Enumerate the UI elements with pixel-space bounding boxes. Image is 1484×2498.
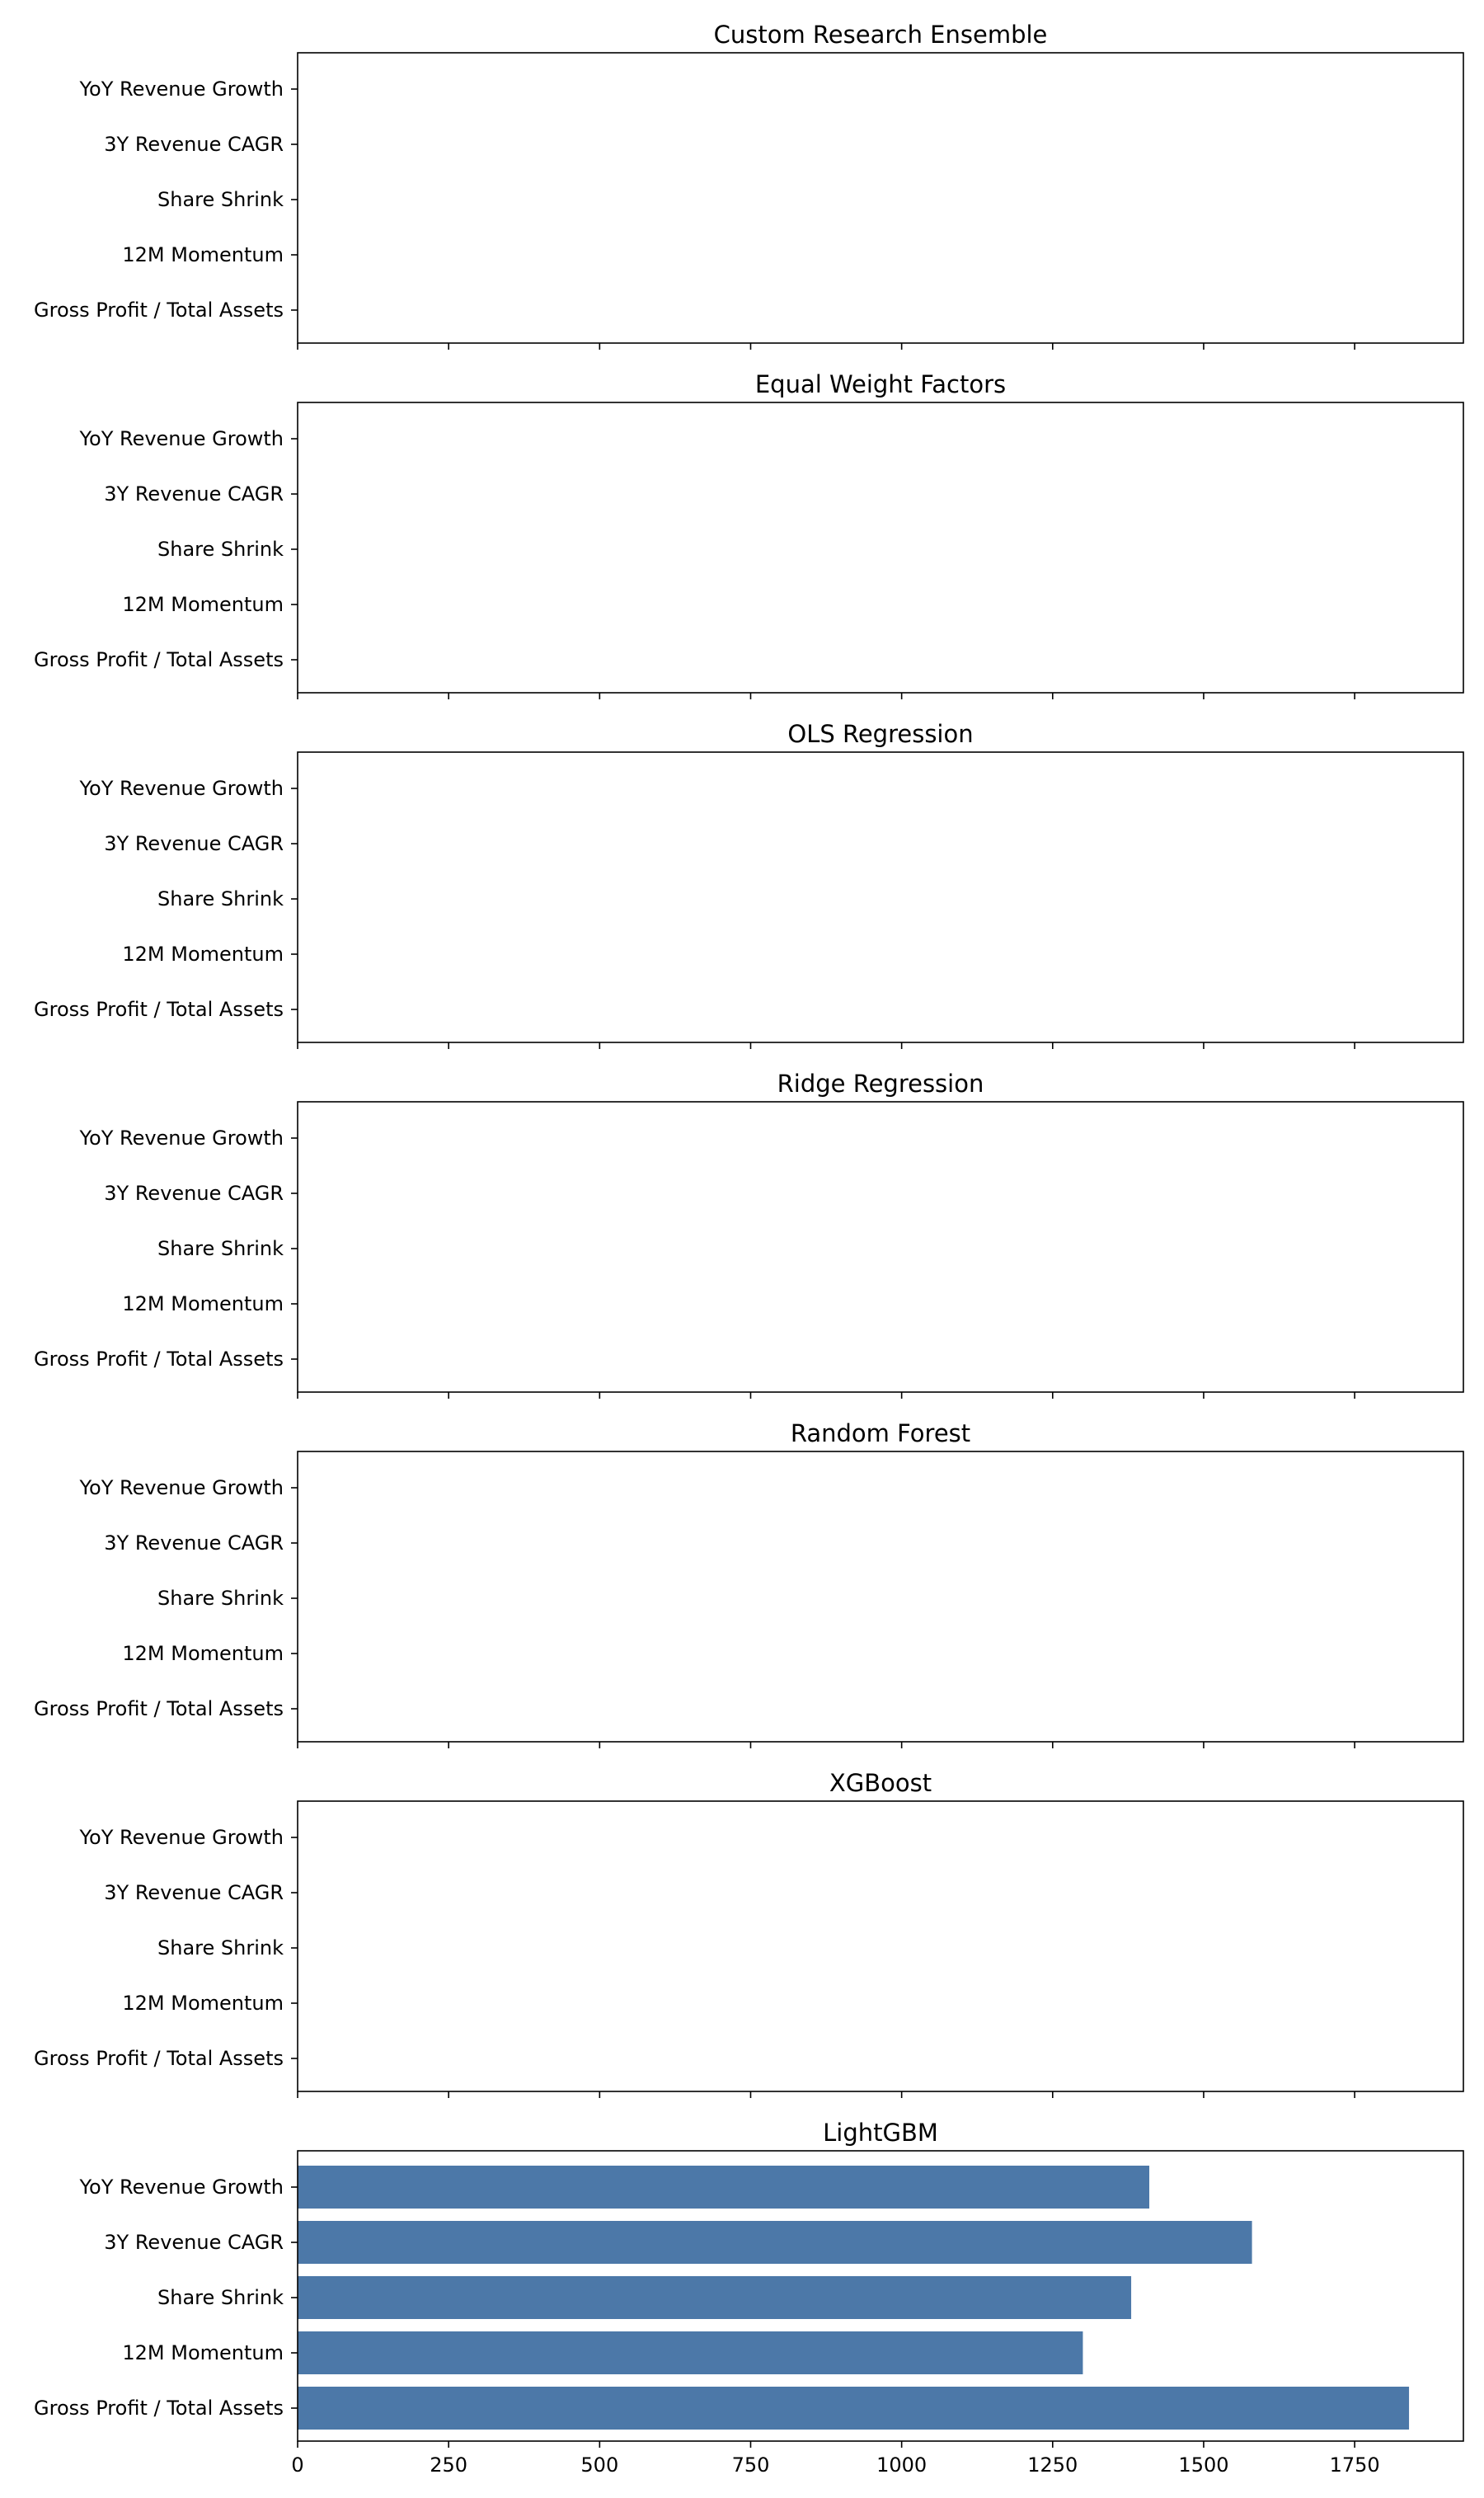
ytick-label-3-2: 3Y Revenue CAGR — [104, 832, 284, 855]
ytick-label-7-4: 12M Momentum — [122, 2341, 284, 2364]
xtick-label-5: 1000 — [876, 2453, 928, 2477]
subplot-title-1: Custom Research Ensemble — [713, 21, 1048, 49]
ytick-label-3-1: YoY Revenue Growth — [79, 777, 284, 800]
subplot-title-7: LightGBM — [823, 2119, 938, 2147]
ytick-label-4-3: Share Shrink — [157, 1237, 284, 1260]
ytick-label-3-3: Share Shrink — [157, 887, 284, 910]
xtick-label-2: 250 — [430, 2453, 468, 2477]
ytick-label-6-5: Gross Profit / Total Assets — [34, 2047, 284, 2070]
subplot-title-6: XGBoost — [829, 1769, 932, 1797]
ytick-label-4-4: 12M Momentum — [122, 1292, 284, 1315]
ytick-label-1-4: 12M Momentum — [122, 243, 284, 266]
ytick-label-6-1: YoY Revenue Growth — [79, 1826, 284, 1849]
ytick-label-6-3: Share Shrink — [157, 1936, 284, 1959]
xtick-label-3: 500 — [580, 2453, 619, 2477]
ytick-label-2-5: Gross Profit / Total Assets — [34, 648, 284, 671]
xtick-label-6: 1250 — [1027, 2453, 1078, 2477]
ytick-label-2-1: YoY Revenue Growth — [79, 427, 284, 450]
ytick-label-5-1: YoY Revenue Growth — [79, 1476, 284, 1499]
ytick-label-7-3: Share Shrink — [157, 2286, 284, 2309]
bar-7-5 — [298, 2387, 1409, 2430]
xtick-label-1: 0 — [291, 2453, 304, 2477]
ytick-label-5-5: Gross Profit / Total Assets — [34, 1697, 284, 1720]
axes-frame-3 — [298, 752, 1463, 1042]
ytick-label-5-2: 3Y Revenue CAGR — [104, 1531, 284, 1555]
subplot-title-3: OLS Regression — [787, 720, 974, 748]
ytick-label-5-4: 12M Momentum — [122, 1642, 284, 1665]
ytick-label-7-1: YoY Revenue Growth — [79, 2176, 284, 2199]
ytick-label-2-4: 12M Momentum — [122, 593, 284, 616]
bar-7-2 — [298, 2221, 1252, 2264]
ytick-label-1-1: YoY Revenue Growth — [79, 78, 284, 101]
bar-7-1 — [298, 2166, 1149, 2209]
subplot-title-2: Equal Weight Factors — [754, 370, 1007, 398]
ytick-label-5-3: Share Shrink — [157, 1587, 284, 1610]
ytick-label-6-4: 12M Momentum — [122, 1992, 284, 2015]
ytick-label-6-2: 3Y Revenue CAGR — [104, 1881, 284, 1904]
ytick-label-1-2: 3Y Revenue CAGR — [104, 133, 284, 156]
subplot-title-5: Random Forest — [790, 1419, 971, 1447]
axes-frame-6 — [298, 1801, 1463, 2091]
xtick-label-8: 1750 — [1329, 2453, 1380, 2477]
ytick-label-4-1: YoY Revenue Growth — [79, 1127, 284, 1150]
ytick-label-1-5: Gross Profit / Total Assets — [34, 299, 284, 322]
ytick-label-4-2: 3Y Revenue CAGR — [104, 1182, 284, 1205]
ytick-label-2-3: Share Shrink — [157, 538, 284, 561]
axes-frame-4 — [298, 1102, 1463, 1392]
axes-frame-1 — [298, 53, 1463, 343]
xtick-label-7: 1500 — [1178, 2453, 1229, 2477]
axes-frame-5 — [298, 1451, 1463, 1742]
bar-7-4 — [298, 2331, 1082, 2374]
ytick-label-3-4: 12M Momentum — [122, 943, 284, 966]
ytick-label-3-5: Gross Profit / Total Assets — [34, 998, 284, 1021]
xtick-label-4: 750 — [731, 2453, 770, 2477]
ytick-label-2-2: 3Y Revenue CAGR — [104, 482, 284, 506]
ytick-label-7-5: Gross Profit / Total Assets — [34, 2397, 284, 2420]
ytick-label-7-2: 3Y Revenue CAGR — [104, 2231, 284, 2254]
ytick-label-1-3: Share Shrink — [157, 188, 284, 211]
bar-7-3 — [298, 2276, 1131, 2319]
axes-frame-2 — [298, 402, 1463, 693]
ytick-label-4-5: Gross Profit / Total Assets — [34, 1348, 284, 1371]
subplot-title-4: Ridge Regression — [777, 1070, 984, 1098]
